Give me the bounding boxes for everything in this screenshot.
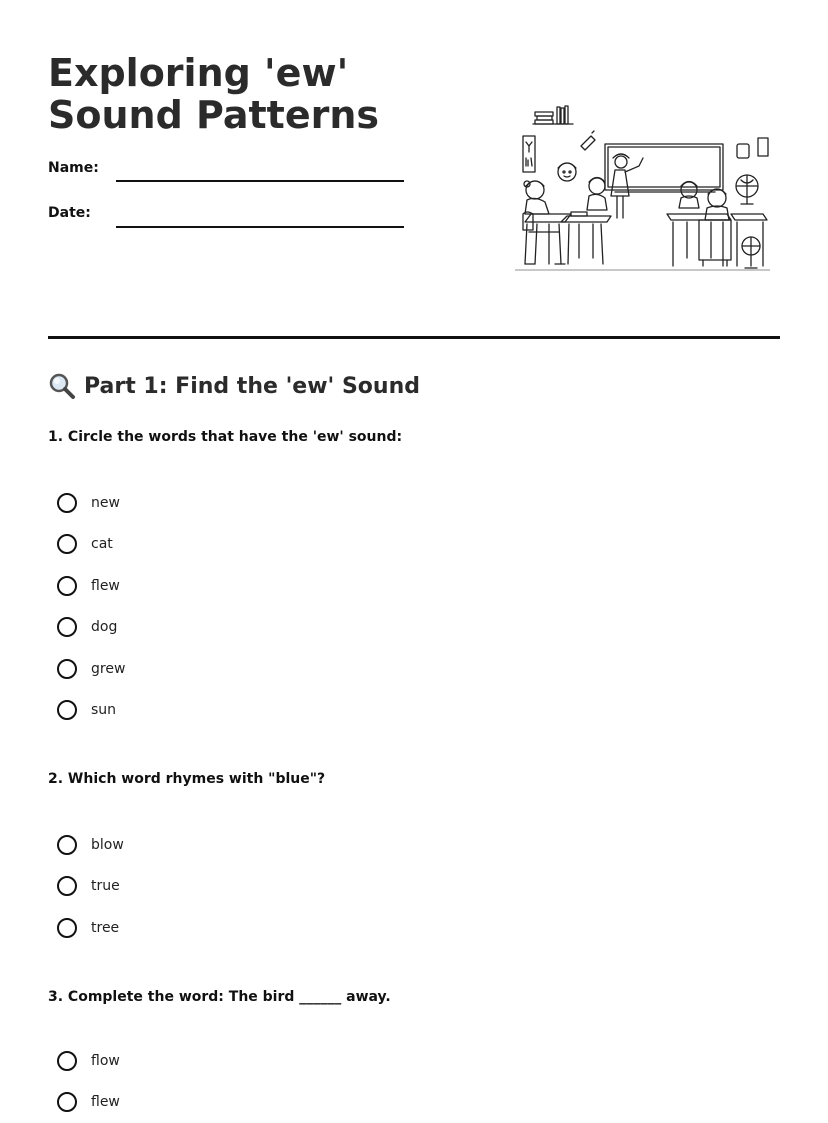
poster-icon [523, 136, 535, 172]
date-line[interactable] [116, 226, 404, 228]
radio-circle[interactable] [57, 918, 77, 938]
option-cat[interactable] [57, 524, 125, 566]
worksheet-title: Exploring 'ew' Sound Patterns [48, 52, 488, 136]
option-label: flew [91, 578, 120, 594]
bookshelf-icon [533, 106, 573, 124]
wall-frames-icon [737, 138, 768, 158]
question-2: 2. Which word rhymes with "blue"? [48, 771, 325, 787]
part1-title: Part 1: Find the 'ew' Sound [84, 374, 420, 399]
radio-circle[interactable] [57, 700, 77, 720]
globe-icon [736, 175, 760, 268]
question-3-options [57, 1040, 120, 1123]
chalk-icon [581, 131, 595, 150]
right-desks-icon [667, 214, 767, 266]
teacher-icon [611, 154, 643, 218]
left-students-icon [524, 178, 607, 215]
option-dog[interactable] [57, 607, 125, 649]
option-flew-2[interactable] [57, 1082, 120, 1123]
option-tree[interactable] [57, 907, 124, 949]
option-label: blow [91, 837, 124, 853]
option-label: tree [91, 920, 119, 936]
radio-circle[interactable] [57, 576, 77, 596]
option-label: new [91, 495, 120, 511]
radio-circle[interactable] [57, 1092, 77, 1112]
name-line[interactable] [116, 180, 404, 182]
option-label: sun [91, 702, 116, 718]
option-sun[interactable] [57, 690, 125, 732]
part1-heading [48, 372, 420, 400]
option-label: dog [91, 619, 117, 635]
option-label: flow [91, 1053, 120, 1069]
radio-circle[interactable] [57, 835, 77, 855]
option-blow[interactable] [57, 824, 124, 866]
name-label: Name: [48, 160, 99, 176]
question-1-options [57, 482, 125, 731]
radio-circle[interactable] [57, 534, 77, 554]
question-2-options [57, 824, 124, 949]
question-3: 3. Complete the word: The bird ______ away. [48, 989, 391, 1005]
radio-circle[interactable] [57, 493, 77, 513]
option-label: grew [91, 661, 125, 677]
left-desks-icon [523, 212, 611, 264]
option-flew[interactable] [57, 565, 125, 607]
classroom-illustration [515, 100, 770, 276]
option-true[interactable] [57, 866, 124, 908]
option-label: cat [91, 536, 113, 552]
option-new[interactable] [57, 482, 125, 524]
child-face-icon [558, 163, 576, 181]
magnifying-glass-icon [48, 372, 76, 400]
radio-circle[interactable] [57, 617, 77, 637]
radio-circle[interactable] [57, 659, 77, 679]
section-divider [48, 336, 780, 339]
option-grew[interactable] [57, 648, 125, 690]
radio-circle[interactable] [57, 1051, 77, 1071]
option-flow[interactable] [57, 1040, 120, 1082]
question-1: 1. Circle the words that have the 'ew' sound: [48, 429, 402, 445]
option-label: flew [91, 1094, 120, 1110]
radio-circle[interactable] [57, 876, 77, 896]
option-label: true [91, 878, 120, 894]
date-label: Date: [48, 205, 91, 221]
